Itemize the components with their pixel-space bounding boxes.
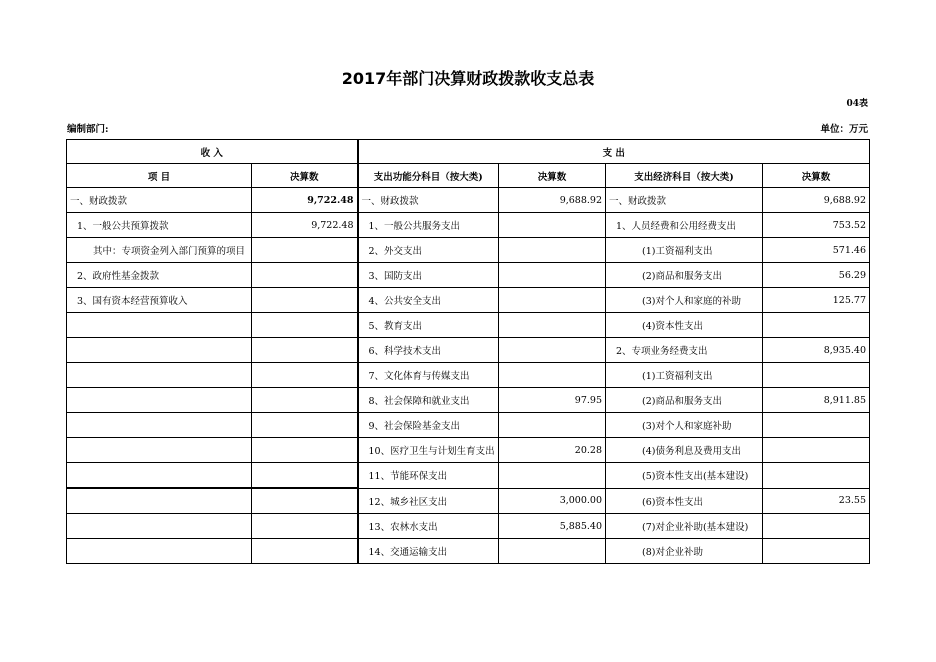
unit-label: 单位：万元 [820, 124, 868, 135]
econ-amount-cell: 753.52 [763, 213, 870, 238]
table-row [67, 413, 870, 438]
func-amount-cell [499, 238, 606, 263]
func-item-cell: 6、科学技术支出 [358, 338, 499, 363]
econ-amount-cell: 9,688.92 [763, 188, 870, 213]
income-amount-cell [252, 338, 358, 363]
income-item-cell [67, 488, 252, 514]
func-amount-cell [499, 338, 606, 363]
func-item-cell: 2、外交支出 [358, 238, 499, 263]
econ-item-cell: (8)对企业补助 [606, 539, 763, 564]
econ-item-cell: (6)资本性支出 [606, 488, 763, 514]
econ-amount-cell [763, 514, 870, 539]
org-label: 编制部门: [67, 124, 109, 135]
summary-table [66, 139, 870, 564]
form-number: 04表 [846, 99, 868, 109]
func-amount-cell [499, 363, 606, 388]
income-item-cell: 一、财政拨款 [67, 188, 252, 213]
econ-amount-cell [763, 313, 870, 338]
header-econ-class: 支出经济科目（按大类) [606, 164, 763, 188]
econ-item-cell: (4)资本性支出 [606, 313, 763, 338]
header-func-class: 支出功能分科目（按大类) [358, 164, 499, 188]
table-row [67, 188, 870, 213]
econ-amount-cell: 571.46 [763, 238, 870, 263]
func-amount-cell: 9,688.92 [499, 188, 606, 213]
income-item-cell: 其中：专项资金列入部门预算的项目 [67, 238, 252, 263]
page-title: 2017年部门决算财政拨款收支总表 [341, 69, 595, 88]
func-amount-cell [499, 413, 606, 438]
econ-item-cell: (3)对个人和家庭的补助 [606, 288, 763, 313]
econ-amount-cell [763, 413, 870, 438]
table-row [67, 263, 870, 288]
income-item-cell: 3、国有资本经营预算收入 [67, 288, 252, 313]
func-item-cell: 4、公共安全支出 [358, 288, 499, 313]
econ-item-cell: (1)工资福利支出 [606, 238, 763, 263]
header-amount-econ: 决算数 [763, 164, 870, 188]
func-amount-cell [499, 539, 606, 564]
econ-amount-cell [763, 539, 870, 564]
income-amount-cell [252, 288, 358, 313]
econ-item-cell: 1、人员经费和公用经费支出 [606, 213, 763, 238]
income-amount-cell: 9,722.48 [252, 213, 358, 238]
func-item-cell: 12、城乡社区支出 [358, 488, 499, 514]
income-amount-cell [252, 238, 358, 263]
table-row [67, 213, 870, 238]
func-item-cell: 14、交通运输支出 [358, 539, 499, 564]
table-row [67, 388, 870, 413]
income-amount-cell [252, 413, 358, 438]
func-item-cell: 7、文化体育与传媒支出 [358, 363, 499, 388]
econ-amount-cell [763, 438, 870, 463]
income-item-cell [67, 463, 252, 489]
table-row [67, 338, 870, 363]
econ-item-cell: (2)商品和服务支出 [606, 388, 763, 413]
func-amount-cell [499, 288, 606, 313]
table-row [67, 238, 870, 263]
income-amount-cell: 9,722.48 [252, 188, 358, 213]
income-amount-cell [252, 488, 358, 514]
econ-item-cell: (3)对个人和家庭补助 [606, 413, 763, 438]
income-amount-cell [252, 313, 358, 338]
table-row [67, 288, 870, 313]
income-item-cell [67, 514, 252, 539]
func-amount-cell [499, 263, 606, 288]
header-income: 收 入 [67, 140, 358, 164]
econ-item-cell: (2)商品和服务支出 [606, 263, 763, 288]
income-item-cell [67, 438, 252, 463]
income-item-cell [67, 338, 252, 363]
econ-item-cell: 2、专项业务经费支出 [606, 338, 763, 363]
table-row [67, 539, 870, 564]
func-item-cell: 9、社会保险基金支出 [358, 413, 499, 438]
income-item-cell [67, 413, 252, 438]
econ-item-cell: (7)对企业补助(基本建设) [606, 514, 763, 539]
func-amount-cell [499, 213, 606, 238]
income-item-cell: 2、政府性基金拨款 [67, 263, 252, 288]
econ-amount-cell: 8,911.85 [763, 388, 870, 413]
income-amount-cell [252, 539, 358, 564]
income-item-cell [67, 363, 252, 388]
econ-amount-cell: 23.55 [763, 488, 870, 514]
func-item-cell: 3、国防支出 [358, 263, 499, 288]
header-item: 项 目 [67, 164, 252, 188]
func-amount-cell [499, 463, 606, 489]
func-amount-cell: 5,885.40 [499, 514, 606, 539]
header-expense: 支 出 [358, 140, 870, 164]
income-amount-cell [252, 463, 358, 489]
econ-amount-cell: 125.77 [763, 288, 870, 313]
econ-amount-cell [763, 363, 870, 388]
func-item-cell: 1、一般公共服务支出 [358, 213, 499, 238]
func-item-cell: 13、农林水支出 [358, 514, 499, 539]
header-amount-func: 决算数 [499, 164, 606, 188]
table-row [67, 514, 870, 539]
income-amount-cell [252, 514, 358, 539]
func-amount-cell: 97.95 [499, 388, 606, 413]
header-amount-income: 决算数 [252, 164, 358, 188]
func-item-cell: 8、社会保障和就业支出 [358, 388, 499, 413]
income-item-cell [67, 388, 252, 413]
func-item-cell: 一、财政拨款 [358, 188, 499, 213]
income-amount-cell [252, 388, 358, 413]
econ-amount-cell [763, 463, 870, 489]
income-item-cell [67, 539, 252, 564]
income-amount-cell [252, 263, 358, 288]
income-item-cell [67, 313, 252, 338]
func-item-cell: 11、节能环保支出 [358, 463, 499, 489]
econ-item-cell: (1)工资福利支出 [606, 363, 763, 388]
table-row [67, 313, 870, 338]
func-item-cell: 5、教育支出 [358, 313, 499, 338]
income-amount-cell [252, 438, 358, 463]
econ-amount-cell: 56.29 [763, 263, 870, 288]
table-row [67, 488, 870, 514]
income-amount-cell [252, 363, 358, 388]
econ-item-cell: 一、财政拨款 [606, 188, 763, 213]
func-amount-cell: 3,000.00 [499, 488, 606, 514]
econ-item-cell: (5)资本性支出(基本建设) [606, 463, 763, 489]
income-item-cell: 1、一般公共预算拨款 [67, 213, 252, 238]
econ-amount-cell: 8,935.40 [763, 338, 870, 363]
table-row [67, 463, 870, 489]
func-amount-cell: 20.28 [499, 438, 606, 463]
func-amount-cell [499, 313, 606, 338]
func-item-cell: 10、医疗卫生与计划生育支出 [358, 438, 499, 463]
table-row [67, 363, 870, 388]
table-row [67, 438, 870, 463]
econ-item-cell: (4)债务利息及费用支出 [606, 438, 763, 463]
